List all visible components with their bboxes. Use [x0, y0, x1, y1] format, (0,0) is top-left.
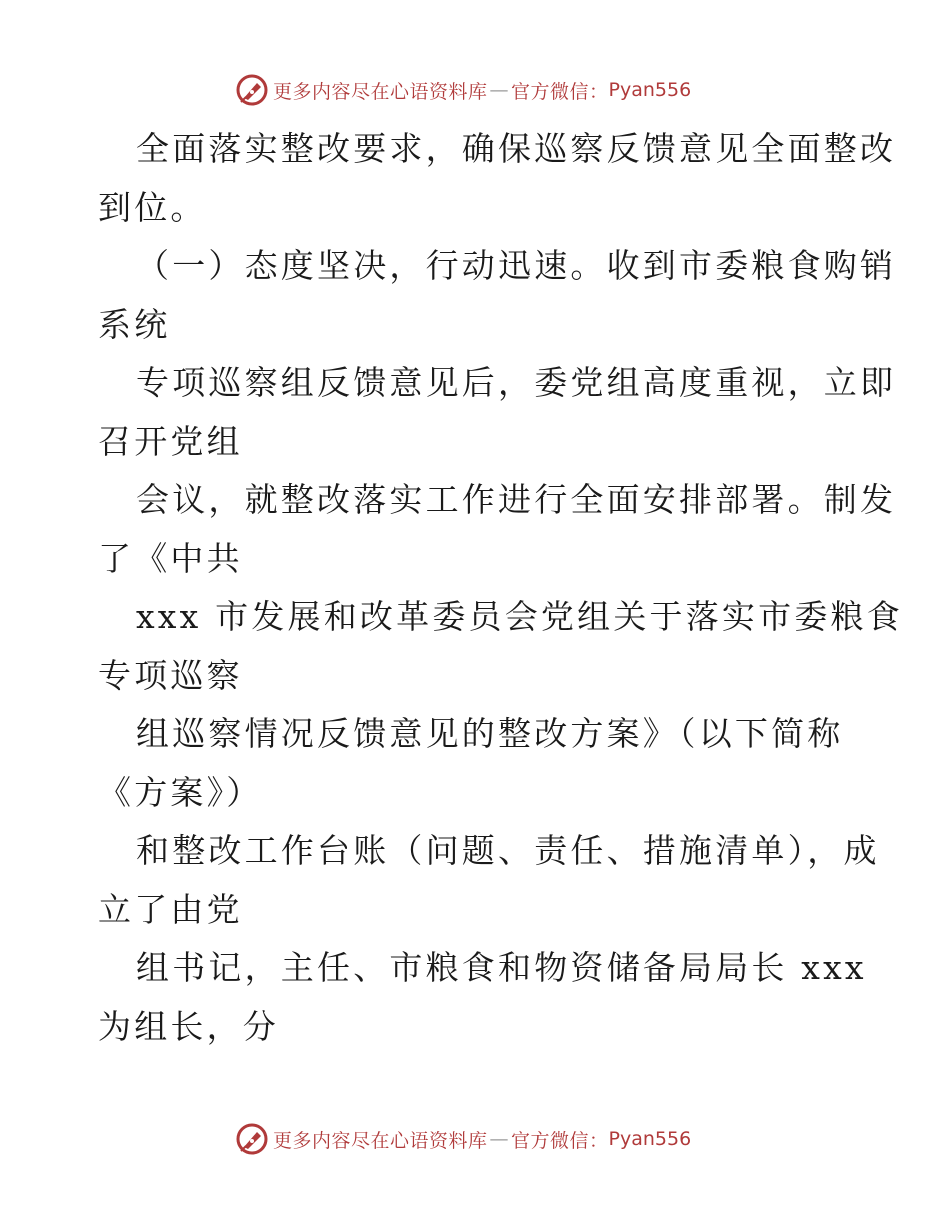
- paragraph-line: 系统: [98, 304, 171, 344]
- paragraph-line: 到位。: [98, 187, 207, 227]
- paragraph-line: 和整改工作台账（问题、责任、措施清单），成: [136, 831, 880, 870]
- paragraph-line: 了《中共: [98, 538, 243, 578]
- paragraph-line: 专项巡察: [98, 655, 243, 695]
- footer-dash: —: [489, 1128, 510, 1150]
- paragraph-line: 组巡察情况反馈意见的整改方案》（以下简称: [136, 714, 844, 753]
- paragraph-line: 召开党组: [98, 421, 243, 461]
- header-dash: —: [489, 79, 510, 101]
- header-banner: [235, 72, 691, 108]
- paragraph-line: （一）态度坚决，行动迅速。收到市委粮食购销: [136, 246, 897, 285]
- paragraph-line: 《方案》）: [98, 772, 263, 812]
- paragraph-line: 专项巡察组反馈意见后，委党组高度重视，立即: [136, 363, 897, 402]
- pen-nib-logo-icon: [235, 73, 269, 107]
- footer-site-text: 更多内容尽在心语资料库: [273, 1129, 488, 1152]
- paragraph-line: 全面落实整改要求，确保巡察反馈意见全面整改: [136, 129, 897, 168]
- footer-wechat-id: Pyan556: [608, 1128, 692, 1150]
- header-wechat-label: 官方微信：: [511, 80, 609, 103]
- footer-wechat-label: 官方微信：: [511, 1129, 609, 1152]
- header-wechat-id: Pyan556: [608, 79, 692, 101]
- paragraph-line: 为组长，分: [98, 1006, 279, 1046]
- paragraph-line: 会议，就整改落实工作进行全面安排部署。制发: [136, 480, 897, 519]
- paragraph-line: 立了由党: [98, 889, 243, 929]
- footer-banner: [235, 1121, 691, 1157]
- paragraph-line: 组书记，主任、市粮食和物资储备局局长 xxx: [136, 948, 867, 987]
- paragraph-line: xxx 市发展和改革委员会党组关于落实市委粮食: [136, 597, 903, 636]
- document-body: [98, 120, 903, 1056]
- header-site-text: 更多内容尽在心语资料库: [273, 80, 488, 103]
- pen-nib-logo-icon: [235, 1122, 269, 1156]
